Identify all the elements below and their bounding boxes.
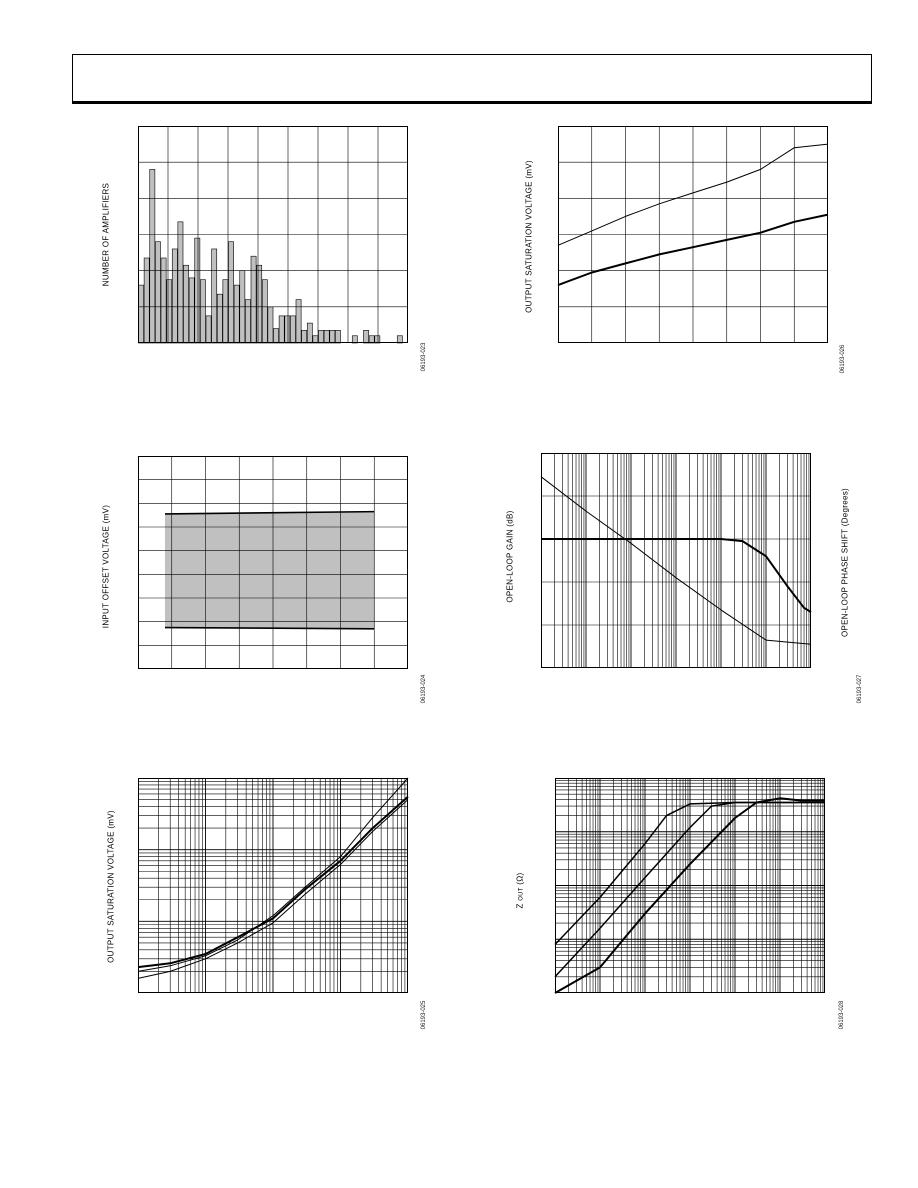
zout-symbol: Z xyxy=(515,903,525,909)
histogram-bar xyxy=(178,222,183,343)
page-header-rule xyxy=(72,101,872,104)
chart-6-ylabel xyxy=(516,871,525,911)
histogram-bar xyxy=(257,265,262,343)
histogram-bar xyxy=(262,280,267,343)
chart-zout-vs-frequency xyxy=(555,778,825,993)
histogram-bar xyxy=(335,330,340,343)
chart-open-loop-gain-phase xyxy=(541,453,811,668)
chart-5-figure-id: 06193-025 xyxy=(421,1000,427,1030)
histogram-bar xyxy=(200,280,205,343)
histogram-bar xyxy=(206,316,211,343)
chart-2-ylabel: OUTPUT SATURATION VOLTAGE (mV) xyxy=(524,160,534,313)
chart-output-saturation-vs-load xyxy=(138,778,408,993)
histogram-bar xyxy=(184,265,189,343)
histogram-bar xyxy=(189,278,194,343)
histogram-bar xyxy=(234,285,239,343)
zout-subscript: OUT xyxy=(518,887,525,901)
offset-range-area xyxy=(165,512,374,629)
histogram-bar xyxy=(397,336,402,343)
chart-2-figure-id: 06193-026 xyxy=(840,344,846,374)
histogram-bar xyxy=(352,336,357,343)
chart-4-y2label: OPEN-LOOP PHASE SHIFT (Degrees) xyxy=(840,487,850,638)
chart-output-saturation-vs-temp xyxy=(558,126,828,343)
histogram-bar xyxy=(375,336,380,343)
histogram-bar xyxy=(223,280,228,343)
histogram-bar xyxy=(369,336,374,343)
chart-3-ylabel: INPUT OFFSET VOLTAGE (mV) xyxy=(101,504,111,629)
histogram-bar xyxy=(155,242,160,343)
histogram-bar xyxy=(245,300,250,343)
histogram-bar xyxy=(302,330,307,343)
histogram-bar xyxy=(139,285,144,343)
chart-input-offset-voltage xyxy=(138,456,408,669)
histogram-bar xyxy=(364,330,369,343)
chart-histogram xyxy=(138,126,408,343)
page-header-box xyxy=(72,54,872,102)
zout-unit: (Ω) xyxy=(515,872,525,888)
histogram-bar xyxy=(268,307,273,343)
chart-5-ylabel: OUTPUT SATURATION VOLTAGE (mV) xyxy=(106,810,116,963)
histogram-bar xyxy=(319,330,324,343)
histogram-bar xyxy=(172,249,177,343)
histogram-bar xyxy=(285,316,290,343)
histogram-bar xyxy=(290,316,295,343)
histogram-bar xyxy=(313,336,318,343)
chart-1-figure-id: 06193-023 xyxy=(421,342,427,372)
histogram-bar xyxy=(167,280,172,343)
chart-6-figure-id: 06193-028 xyxy=(839,1000,845,1030)
histogram-bar xyxy=(279,316,284,343)
histogram-bar xyxy=(195,238,200,343)
histogram-bar xyxy=(274,329,279,343)
histogram-bar xyxy=(324,330,329,343)
histogram-bar xyxy=(296,300,301,343)
chart-1-ylabel: NUMBER OF AMPLIFIERS xyxy=(101,182,111,287)
histogram-bar xyxy=(217,294,222,343)
chart-4-ylabel: OPEN-LOOP GAIN (dB) xyxy=(505,510,515,603)
histogram-bar xyxy=(150,169,155,343)
histogram-bar xyxy=(307,323,312,343)
chart-4-figure-id: 06193-027 xyxy=(857,674,863,704)
histogram-bar xyxy=(229,242,234,343)
histogram-bar xyxy=(330,330,335,343)
histogram-bar xyxy=(251,256,256,343)
chart-3-figure-id: 06193-024 xyxy=(421,674,427,704)
histogram-bar xyxy=(212,249,217,343)
